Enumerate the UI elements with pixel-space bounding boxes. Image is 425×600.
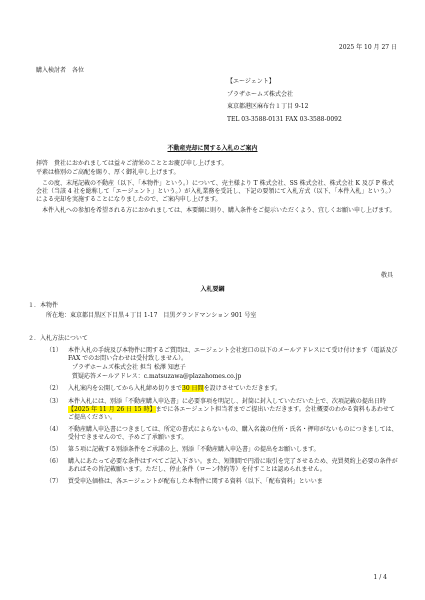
contact-name: プラザホームズ株式会社 担当 松澤 知恵子: [72, 364, 186, 372]
highlight-deadline: 【2025 年 11 月 26 日 15 時】: [68, 405, 156, 413]
agent-phone: TEL 03-3588-0131 FAX 03-3588-0092: [227, 115, 342, 123]
intro-paragraph: この度、末尾記載の不動産（以下、「本物件」という。）について、売主様より T 株式会社、SS 株式会社、株式会社 K 及び P 株式会社（当該 4 社を総称して「エージェント」という。）が入札業務を受託し、下記の要領にて入札方式（以下、「本件入札」という。）による売却を実施することになりましたので、ご案内申し上げます。: [36, 180, 395, 204]
property-location: 所在地：東京都目黒区下目黒４丁目 1-17 目黒グランドマンション 901 号室: [46, 312, 257, 320]
section-title: 入札要綱: [200, 286, 225, 293]
highlight-period: 30 日間: [182, 385, 204, 393]
list-item: （4） 不動産購入申込書につきましては、所定の書式によらないもの、購入名義の住所・氏名・押印がないものにつきましては、受付できませんので、予めご了承願います。: [46, 425, 398, 441]
section-1-heading: １．本物件: [28, 302, 59, 309]
list-item: （7） 買受申込価格は、各エージェントが配布した本物件に関する資料（以下、「配布資料」といいま: [46, 478, 323, 486]
intro-body: [36, 160, 396, 219]
agent-label: 【エージェント】: [227, 78, 275, 85]
list-item: （2） 入札案内を公開してから入札締め切りまで30 日間を設けさせていただきます。: [46, 385, 282, 393]
closing: 敬具: [380, 272, 393, 279]
document-title: 不動産売却に関する入札のご案内: [167, 145, 258, 152]
agent-company: プラザホームズ株式会社: [227, 90, 294, 98]
recipient: 購入検討者 各位: [36, 67, 85, 74]
list-item: （6） 購入にあたって必要な条件はすべてご記入下さい。また、短期間で円滑に取引を完了させるため、売買契約上必要の条件があればその旨記載願います。ただし、停止条件（ローン特約等）を付すことは認められません。: [46, 458, 398, 474]
greeting-2: 平素は格別のご高配を賜り、厚く御礼申し上げます。: [36, 169, 180, 177]
page-number: 1 / 4: [373, 573, 387, 581]
list-item: （5） 第５項に記載する別添条件をご承諾の上、別添「不動産購入申込書」の提出をお願いします。: [46, 446, 320, 454]
section-2-heading: ２．入札方法について: [28, 335, 88, 342]
list-item: （1） 本件入札の手続及び本物件に関するご質問は、エージェント会社窓口の以下のメールアドレスにて受け付けます（電話及び FAX でのお問い合わせは受付致しません）。 プラザホームズ株式会社 担当 松澤 知恵子 質疑応答メールアドレス：c.matsuzawa@plazahomes.co.jp: [46, 347, 398, 381]
intro-request: 本件入札への参加を希望される方におかれましては、本要綱に則り、購入条件をご提示いただくよう、宜しくお願い申し上げます。: [42, 207, 396, 215]
contact-email: 質疑応答メールアドレス：c.matsuzawa@plazahomes.co.jp: [72, 373, 242, 381]
greeting: 拝啓 貴社におかれましては益々ご清栄のこととお慶び申し上げます。: [36, 160, 228, 167]
list-item: （3） 本件入札には、別添「不動産購入申込書」に必要事項を明記し、封筒に封入していただいた上で、次項記載の提出日時【2025 年 11 月 26 日 15 時】までに各エージェント担当者までご提出いただきます。会社概要のわかる資料もあわせてご提出ください。: [46, 397, 395, 421]
document-date: 2025 年 10 月 27 日: [338, 44, 397, 51]
agent-address: 東京都港区麻布台１丁目 9-12: [227, 103, 309, 111]
procedure-list: [28, 347, 398, 486]
section-1: [28, 302, 398, 320]
agent-info: [227, 78, 342, 128]
section-2: [28, 335, 398, 490]
